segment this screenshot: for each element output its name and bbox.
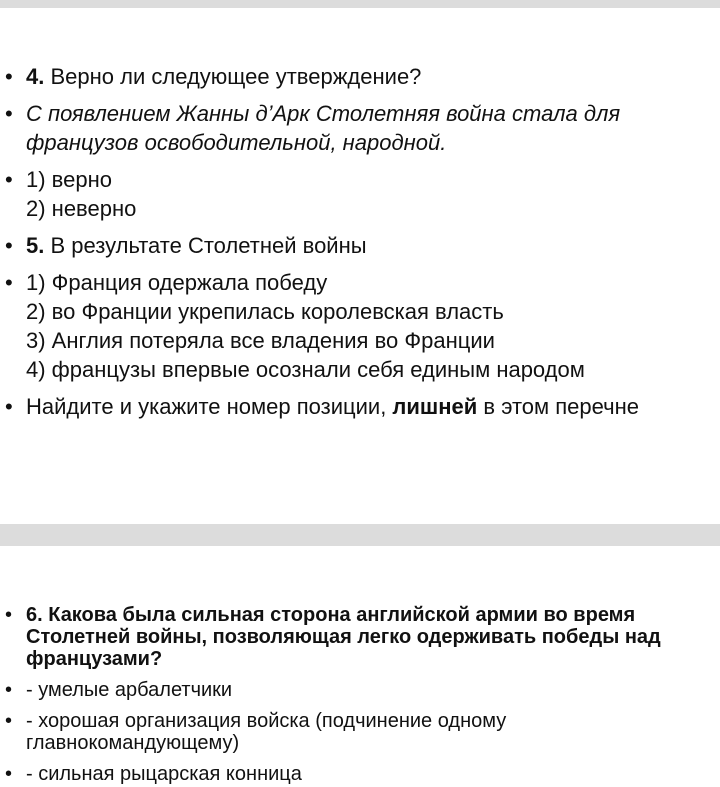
- bullet-icon: •: [5, 233, 13, 258]
- list-item: [0, 710, 720, 754]
- instruction-before: Найдите и укажите номер позиции,: [26, 394, 393, 419]
- statement-line-1: С появлением Жанны д’Арк Столетняя война стала для: [26, 101, 621, 126]
- option-text: - хорошая организация войска (подчинение одному: [26, 710, 507, 732]
- question-6-line-1: 6. Какова была сильная сторона английской армии во время: [26, 604, 636, 626]
- question-4-number: 4.: [26, 64, 45, 89]
- question-6: [0, 604, 720, 670]
- option-text: - сильная рыцарская конница: [26, 763, 302, 785]
- bullet-icon: •: [5, 64, 13, 89]
- bullet-icon: •: [5, 101, 13, 126]
- list-item: 4) французы впервые осознали себя единым народом: [26, 357, 585, 382]
- bullet-icon: •: [5, 763, 13, 785]
- instruction-after: в этом перечне: [477, 394, 640, 419]
- question-4-text: Верно ли следующее утверждение?: [50, 64, 422, 89]
- slide-divider: [0, 524, 720, 546]
- list-item: 3) Англия потеряла все владения во Франции: [26, 328, 495, 353]
- bullet-icon: •: [5, 710, 13, 732]
- bullet-icon: •: [5, 270, 13, 295]
- question-4-options: [0, 165, 720, 223]
- list-item: 1) Франция одержала победу: [26, 270, 328, 295]
- statement: [0, 99, 720, 157]
- top-divider: [0, 0, 720, 8]
- list-item: [0, 679, 720, 701]
- bullet-icon: •: [5, 394, 13, 419]
- question-5: [0, 231, 720, 260]
- question-5-number: 5.: [26, 233, 45, 258]
- instruction: [0, 392, 720, 421]
- question-4: [0, 62, 720, 91]
- question-6-line-3: французами?: [26, 648, 163, 670]
- option-true: 1) верно: [26, 167, 112, 192]
- option-false: 2) неверно: [26, 196, 137, 221]
- bullet-icon: •: [5, 167, 13, 192]
- option-text: главнокомандующему): [26, 732, 240, 754]
- list-item: [0, 763, 720, 785]
- instruction-bold: лишней: [392, 394, 478, 419]
- question-5-options: [0, 268, 720, 384]
- slide-question-6: [0, 604, 720, 787]
- slide-questions-4-5: [0, 62, 720, 429]
- statement-line-2: французов освободительной, народной.: [26, 130, 447, 155]
- bullet-icon: •: [5, 679, 13, 701]
- list-item: 2) во Франции укрепилась королевская власть: [26, 299, 504, 324]
- option-text: - умелые арбалетчики: [26, 679, 233, 701]
- question-5-text: В результате Столетней войны: [50, 233, 367, 258]
- question-6-line-2: Столетней войны, позволяющая легко одерживать победы над: [26, 626, 661, 648]
- bullet-icon: •: [5, 604, 13, 626]
